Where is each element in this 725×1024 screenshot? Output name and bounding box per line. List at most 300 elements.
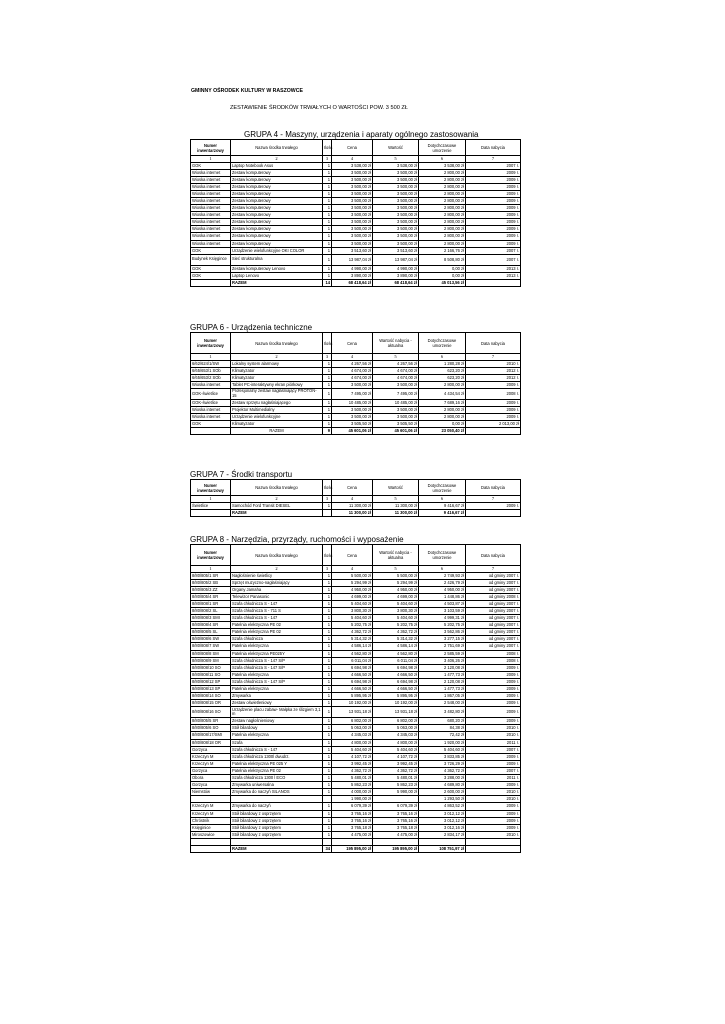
cell-asset-name: Zestaw komputerowy	[231, 212, 323, 219]
cell-asset-name: Patelnia elektryczna PE 02	[231, 622, 323, 629]
cell-quantity: 1	[323, 502, 332, 509]
cell-asset-name: Zestaw sprzętu nagłaśniającego	[231, 399, 323, 406]
total-acquisition-date	[466, 279, 521, 286]
table-row	[191, 636, 521, 643]
cell-acquisition-date: 2007 r.	[466, 254, 521, 265]
cell-value: 3 500,00 zł	[373, 219, 419, 226]
cell-quantity: 1	[323, 421, 332, 428]
cell-asset-name: Klimatyzator	[231, 374, 323, 381]
document-title: ZESTAWIENIE ŚRODKÓW TRWAŁYCH O WARTOŚCI POW. 3 500 ZŁ	[230, 105, 408, 111]
cell-asset-name: Laptop Notebook Asus	[231, 162, 323, 169]
column-header-value: Wartość nabycia - aktualna	[373, 333, 419, 354]
cell-value: 4 362,72 zł	[373, 767, 419, 774]
cell-depreciation: 2 600,00 zł	[419, 789, 466, 796]
cell-value	[373, 796, 419, 803]
column-header-depreciation: Dotychczasowe umorzenie	[419, 480, 466, 496]
total-row	[191, 509, 521, 516]
cell-inventory-number: Gorzyca	[191, 782, 231, 789]
total-quantity: 9	[323, 428, 332, 435]
cell-depreciation: 84,38 zł	[419, 725, 466, 732]
cell-value: 4 475,00 zł	[373, 831, 419, 838]
cell-value: 10 192,00 zł	[373, 700, 419, 707]
cell-price: 3 992,45 zł	[332, 760, 373, 767]
table-row	[191, 399, 521, 406]
cell-acquisition-date: 2013 r.	[466, 265, 521, 272]
cell-value: 3 800,30 zł	[373, 607, 419, 614]
total-inventory-number	[191, 428, 231, 435]
cell-acquisition-date: 2009 r.	[466, 233, 521, 240]
cell-inventory-number: 8/80/808/1 SR	[191, 600, 231, 607]
assets-table	[190, 139, 521, 287]
cell-acquisition-date: 2009 r.	[466, 782, 521, 789]
cell-quantity: 1	[323, 746, 332, 753]
cell-acquisition-date: 2010 r.	[466, 831, 521, 838]
cell-depreciation: 72,42 zł	[419, 732, 466, 739]
cell-quantity: 1	[323, 162, 332, 169]
cell-depreciation: 3 012,12 zł	[419, 817, 466, 824]
cell-value: 3 500,00 zł	[373, 183, 419, 190]
cell-value: 4 674,00 zł	[373, 367, 419, 374]
cell-depreciation: 3 288,00 zł	[419, 775, 466, 782]
column-header-acquisition-date: Data nabycia	[466, 545, 521, 566]
table-row	[191, 707, 521, 718]
total-inventory-number	[191, 509, 231, 516]
table-row	[191, 817, 521, 824]
cell-asset-name: Zestaw komputerowy	[231, 226, 323, 233]
cell-value: 4 562,80 zł	[373, 650, 419, 657]
cell-asset-name: Szafa chłodnicza S - 147	[231, 600, 323, 607]
cell-value: 7 495,00 zł	[373, 388, 419, 399]
table-row	[191, 247, 521, 254]
cell-value: 5 480,01 zł	[373, 775, 419, 782]
column-number: 7	[466, 566, 521, 573]
table-row	[191, 746, 521, 753]
table-row	[191, 760, 521, 767]
cell-asset-name: Szafa chłodnicza 1300 l ECO	[231, 775, 323, 782]
cell-inventory-number: 8/80/808/8 SM	[191, 650, 231, 657]
cell-depreciation: 2 800,00 zł	[419, 414, 466, 421]
total-price: 68 418,64 zł	[332, 279, 373, 286]
cell-value: 5 314,32 zł	[373, 636, 419, 643]
cell-value: 3 500,00 zł	[373, 205, 419, 212]
column-header-price: Cena	[332, 480, 373, 496]
cell-quantity: 1	[323, 664, 332, 671]
table-row	[191, 374, 521, 381]
cell-value: 4 674,00 zł	[373, 374, 419, 381]
assets-table	[190, 332, 521, 435]
cell-acquisition-date: 2009 r.	[466, 664, 521, 671]
cell-asset-name: Urządzenie wielofunkcyjne OKI COLOR	[231, 247, 323, 254]
cell-acquisition-date: od gminy 2008 r.	[466, 593, 521, 600]
cell-asset-name: Laptop Lenovo	[231, 272, 323, 279]
column-number: 6	[419, 156, 466, 163]
cell-price: 4 990,00 zł	[332, 265, 373, 272]
cell-asset-name: Sieć strukturalna	[231, 254, 323, 265]
column-header-asset-name: Nazwa środka trwałego	[231, 545, 323, 566]
table-row	[191, 233, 521, 240]
cell-inventory-number	[191, 796, 231, 803]
table-row	[191, 169, 521, 176]
column-number: 7	[466, 496, 521, 503]
cell-asset-name: Sprzęt muzyczno-nagłaśniający	[231, 579, 323, 586]
cell-quantity: 1	[323, 725, 332, 732]
cell-acquisition-date: 2007 r.	[466, 247, 521, 254]
cell-acquisition-date: 2012 r.	[466, 367, 521, 374]
cell-inventory-number: Wioska internet	[191, 197, 231, 204]
cell-value: 3 500,00 zł	[373, 233, 419, 240]
cell-asset-name: Stół bilardowy	[231, 725, 323, 732]
cell-inventory-number: Budynek Księgince	[191, 254, 231, 265]
cell-price: 4 699,00 zł	[332, 593, 373, 600]
table-row	[191, 700, 521, 707]
cell-price: 4 362,72 zł	[332, 767, 373, 774]
cell-depreciation: 1 920,00 zł	[419, 739, 466, 746]
table-row	[191, 671, 521, 678]
cell-acquisition-date: 2012 r.	[466, 374, 521, 381]
total-acquisition-date	[466, 845, 521, 852]
cell-price: 10 192,00 zł	[332, 700, 373, 707]
cell-depreciation: 2 834,17 zł	[419, 831, 466, 838]
cell-quantity: 1	[323, 622, 332, 629]
total-quantity	[323, 509, 332, 516]
cell-quantity: 1	[323, 360, 332, 367]
cell-inventory-number: Wioska internet	[191, 406, 231, 413]
cell-asset-name: Patelnia elektryczna PE025Y	[231, 650, 323, 657]
cell-price: 3 500,00 zł	[332, 233, 373, 240]
cell-inventory-number: 8/80/805/2 SB	[191, 579, 231, 586]
cell-depreciation: 0,00 zł	[419, 272, 466, 279]
table-row	[191, 693, 521, 700]
cell-depreciation: 0,00 zł	[419, 421, 466, 428]
column-header-asset-name: Nazwa środka trwałego	[231, 333, 323, 354]
column-number: 2	[231, 156, 323, 163]
cell-asset-name: Patelnia elektryczna	[231, 643, 323, 650]
cell-asset-name: Zmywarka	[231, 693, 323, 700]
column-header-acquisition-date: Data nabycia	[466, 480, 521, 496]
cell-asset-name: Patelnia elektryczna PE 02	[231, 767, 323, 774]
column-number: 2	[231, 354, 323, 361]
cell-acquisition-date: 2009 r.	[466, 803, 521, 810]
cell-value: 3 765,16 zł	[373, 810, 419, 817]
cell-price: 5 500,00 zł	[332, 572, 373, 579]
cell-quantity: 1	[323, 657, 332, 664]
cell-asset-name: Samochód Ford Transit DIESEL	[231, 502, 323, 509]
cell-depreciation: 2 800,00 zł	[419, 190, 466, 197]
cell-price: 3 500,00 zł	[332, 205, 373, 212]
cell-quantity: 1	[323, 817, 332, 824]
total-quantity: 14	[323, 279, 332, 286]
cell-price: 4 800,00 zł	[332, 739, 373, 746]
cell-asset-name: Nagłośnienie świetlicy	[231, 572, 323, 579]
cell-price: 3 500,00 zł	[332, 197, 373, 204]
column-number: 1	[191, 354, 231, 361]
cell-asset-name: Stół bilardowy z osprzętem	[231, 831, 323, 838]
cell-quantity: 1	[323, 767, 332, 774]
cell-quantity: 1	[323, 219, 332, 226]
total-value: 68 418,64 zł	[373, 279, 419, 286]
cell-acquisition-date: od gminy 2007 r.	[466, 607, 521, 614]
cell-quantity: 1	[323, 226, 332, 233]
column-number: 6	[419, 354, 466, 361]
cell-depreciation: 3 726,29 zł	[419, 760, 466, 767]
cell-depreciation: 3 012,16 zł	[419, 824, 466, 831]
cell-price: 3 500,00 zł	[332, 190, 373, 197]
cell-value: 6 694,98 zł	[373, 678, 419, 685]
table-row	[191, 622, 521, 629]
cell-price: 4 345,03 zł	[332, 732, 373, 739]
cell-acquisition-date: 2009 r.	[466, 693, 521, 700]
cell-price: 6 694,98 zł	[332, 664, 373, 671]
cell-depreciation: 4 863,52 zł	[419, 803, 466, 810]
table-row	[191, 183, 521, 190]
cell-price: 5 480,01 zł	[332, 775, 373, 782]
cell-quantity: 1	[323, 831, 332, 838]
cell-depreciation: 4 689,80 zł	[419, 782, 466, 789]
cell-asset-name: Patelnia elektryczna	[231, 686, 323, 693]
cell-depreciation: 2 800,00 zł	[419, 183, 466, 190]
cell-value: 3 500,00 zł	[373, 240, 419, 247]
column-number: 1	[191, 156, 231, 163]
header-row	[191, 545, 521, 566]
cell-value: 3 538,00 zł	[373, 162, 419, 169]
cell-depreciation: 4 999,31 zł	[419, 615, 466, 622]
total-price: 45 601,06 zł	[332, 428, 373, 435]
cell-depreciation: 1 280,28 zł	[419, 360, 466, 367]
column-header-inventory-number: Numer inwentarzowy	[191, 480, 231, 496]
cell-acquisition-date: 2009 r.	[466, 753, 521, 760]
cell-inventory-number: Wioska internet	[191, 240, 231, 247]
table-row	[191, 254, 521, 265]
column-number: 3	[323, 354, 332, 361]
total-depreciation: 23 050,40 zł	[419, 428, 466, 435]
cell-asset-name: Szafa chłodnicza	[231, 636, 323, 643]
cell-depreciation: 2 120,08 zł	[419, 678, 466, 685]
total-label: RAZEM	[231, 428, 323, 435]
cell-price	[332, 838, 373, 845]
cell-price: 4 674,00 zł	[332, 367, 373, 374]
cell-depreciation: 2 800,00 zł	[419, 197, 466, 204]
cell-depreciation: 4 362,72 zł	[419, 767, 466, 774]
cell-value: 5 404,60 zł	[373, 615, 419, 622]
cell-acquisition-date: 2011 r.	[466, 739, 521, 746]
cell-quantity: 1	[323, 190, 332, 197]
cell-inventory-number: Wioska internet	[191, 169, 231, 176]
column-header-asset-name: Nazwa środka trwałego	[231, 140, 323, 156]
cell-acquisition-date: 2009 r.	[466, 824, 521, 831]
cell-value: 3 500,00 zł	[373, 226, 419, 233]
cell-price: 3 500,00 zł	[332, 219, 373, 226]
cell-quantity: 1	[323, 212, 332, 219]
cell-depreciation: 1 477,73 zł	[419, 686, 466, 693]
cell-acquisition-date: 2009 r.	[466, 700, 521, 707]
cell-quantity: 1	[323, 399, 332, 406]
table-row	[191, 421, 521, 428]
total-row	[191, 279, 521, 286]
cell-inventory-number: Wioska internet	[191, 219, 231, 226]
cell-price: 5 895,95 zł	[332, 693, 373, 700]
cell-asset-name: Zmywarka do naczyń SILANOS	[231, 789, 323, 796]
cell-inventory-number: 8/80/808/5 SL	[191, 629, 231, 636]
cell-acquisition-date: od gminy 2007 r.	[466, 600, 521, 607]
cell-acquisition-date: 2009 r.	[466, 678, 521, 685]
cell-quantity: 1	[323, 233, 332, 240]
cell-acquisition-date: 2009 r.	[466, 240, 521, 247]
cell-inventory-number: 8/80/808/2 SL	[191, 607, 231, 614]
cell-inventory-number: Świetlice	[191, 502, 231, 509]
column-header-quantity: Ilość	[323, 480, 332, 496]
column-number: 4	[332, 156, 373, 163]
total-price: 11 300,00 zł	[332, 509, 373, 516]
table-row	[191, 796, 521, 803]
cell-acquisition-date: 2007 r.	[466, 162, 521, 169]
table-row	[191, 367, 521, 374]
column-number: 3	[323, 496, 332, 503]
cell-asset-name	[231, 838, 323, 845]
cell-asset-name: Zestaw komputerowy	[231, 219, 323, 226]
cell-asset-name: Szafa	[231, 739, 323, 746]
cell-value: 4 345,03 zł	[373, 732, 419, 739]
column-header-quantity: Ilość	[323, 333, 332, 354]
cell-depreciation: 2 749,93 zł	[419, 572, 466, 579]
table-row	[191, 824, 521, 831]
total-label: RAZEM	[231, 845, 323, 852]
cell-price: 5 862,23 zł	[332, 782, 373, 789]
cell-value: 5 990,00 zł	[373, 789, 419, 796]
column-number: 5	[373, 496, 419, 503]
column-number: 5	[373, 354, 419, 361]
cell-acquisition-date: 2010 r.	[466, 796, 521, 803]
cell-price: 5 063,00 zł	[332, 725, 373, 732]
cell-inventory-number: GOK	[191, 162, 231, 169]
cell-acquisition-date: 2009 r.	[466, 190, 521, 197]
cell-acquisition-date: 2009 r.	[466, 810, 521, 817]
cell-asset-name: Zestaw komputerowy	[231, 205, 323, 212]
table-row	[191, 838, 521, 845]
cell-quantity: 1	[323, 240, 332, 247]
cell-quantity: 1	[323, 636, 332, 643]
cell-inventory-number: 6/65/653/1 SOb	[191, 367, 231, 374]
cell-asset-name: Organy Jamaha	[231, 586, 323, 593]
cell-inventory-number: GOK	[191, 272, 231, 279]
group-title: GRUPA 8 - Narzędzia, przyrządy, ruchomości i wyposażenie	[190, 535, 404, 544]
cell-quantity: 1	[323, 693, 332, 700]
cell-value	[373, 838, 419, 845]
column-number: 6	[419, 496, 466, 503]
cell-acquisition-date	[466, 838, 521, 845]
cell-value: 3 765,18 zł	[373, 824, 419, 831]
cell-asset-name: Zestaw komputerowy	[231, 233, 323, 240]
cell-quantity: 1	[323, 700, 332, 707]
cell-inventory-number: Chróstnik	[191, 817, 231, 824]
cell-price: 13 931,18 zł	[332, 707, 373, 718]
table-row	[191, 629, 521, 636]
total-label: RAZEM	[231, 509, 323, 516]
cell-inventory-number: 8/80/805/3 ZZ	[191, 586, 231, 593]
cell-asset-name: Profesjonalny zestaw nagłaśniający PROTON-15	[231, 388, 323, 399]
cell-inventory-number: Wioska internet	[191, 381, 231, 388]
cell-value: 4 666,50 zł	[373, 671, 419, 678]
column-header-inventory-number: Numer inwentarzowy	[191, 140, 231, 156]
cell-value: 5 404,60 zł	[373, 746, 419, 753]
total-depreciation: 9 416,67 zł	[419, 509, 466, 516]
column-header-quantity: Ilość	[323, 140, 332, 156]
table-row	[191, 240, 521, 247]
cell-inventory-number: 8/80/808/14 SO	[191, 693, 231, 700]
cell-value: 6 802,00 zł	[373, 718, 419, 725]
cell-quantity: 1	[323, 671, 332, 678]
group-8-section	[190, 535, 520, 853]
cell-acquisition-date: 2008 r.	[466, 388, 521, 399]
cell-price: 4 562,80 zł	[332, 650, 373, 657]
total-value: 195 895,00 zł	[373, 845, 419, 852]
cell-quantity: 1	[323, 374, 332, 381]
cell-value: 3 890,00 zł	[373, 272, 419, 279]
cell-acquisition-date: 2007 r.	[466, 746, 521, 753]
cell-quantity: 1	[323, 732, 332, 739]
cell-value: 3 505,50 zł	[373, 421, 419, 428]
cell-inventory-number: Wioska internet	[191, 226, 231, 233]
cell-depreciation: 2 800,00 zł	[419, 219, 466, 226]
cell-asset-name: Szafa chłodnicza S - 147	[231, 746, 323, 753]
column-number: 3	[323, 156, 332, 163]
column-header-depreciation: Dotychczasowe umorzenie	[419, 140, 466, 156]
total-row	[191, 845, 521, 852]
total-inventory-number	[191, 845, 231, 852]
cell-asset-name: Zestaw komputerowy Lenovo	[231, 265, 323, 272]
cell-quantity: 1	[323, 760, 332, 767]
cell-asset-name: Klimatyzator	[231, 421, 323, 428]
cell-acquisition-date: 2009 r.	[466, 205, 521, 212]
column-header-value: Wartość	[373, 140, 419, 156]
column-header-inventory-number: Numer inwentarzowy	[191, 333, 231, 354]
cell-price: 5 294,99 zł	[332, 579, 373, 586]
cell-value: 5 862,23 zł	[373, 782, 419, 789]
cell-price: 3 513,60 zł	[332, 247, 373, 254]
cell-depreciation: 3 406,26 zł	[419, 657, 466, 664]
cell-value: 5 500,00 zł	[373, 572, 419, 579]
cell-quantity: 1	[323, 197, 332, 204]
column-number: 7	[466, 156, 521, 163]
cell-depreciation: 2 585,59 zł	[419, 650, 466, 657]
column-header-value: Wartość nabycia - aktualna	[373, 545, 419, 566]
group-4-section	[190, 130, 520, 287]
cell-acquisition-date: 2009 r.	[466, 381, 521, 388]
assets-table	[190, 479, 521, 517]
cell-value: 5 404,60 zł	[373, 600, 419, 607]
cell-inventory-number: 6/65/653/2 SOb	[191, 374, 231, 381]
cell-value: 13 931,18 zł	[373, 707, 419, 718]
cell-inventory-number: GOK	[191, 421, 231, 428]
column-header-quantity: Ilość	[323, 545, 332, 566]
cell-value: 3 992,45 zł	[373, 760, 419, 767]
cell-depreciation: 623,20 zł	[419, 374, 466, 381]
cell-asset-name: Zestaw komputerowy	[231, 240, 323, 247]
table-row	[191, 190, 521, 197]
cell-quantity: 1	[323, 579, 332, 586]
cell-acquisition-date: 2010 r.	[466, 360, 521, 367]
cell-acquisition-date: 2008 r.	[466, 650, 521, 657]
cell-price: 4 666,50 zł	[332, 671, 373, 678]
cell-quantity: 1	[323, 650, 332, 657]
group-title: GRUPA 4 - Maszyny, urządzenia i aparaty ogólnego zastosowania	[244, 130, 479, 139]
table-row	[191, 767, 521, 774]
table-row	[191, 600, 521, 607]
cell-value: 4 267,56 zł	[373, 360, 419, 367]
cell-depreciation: 2 800,00 zł	[419, 233, 466, 240]
column-header-price: Cena	[332, 333, 373, 354]
organization-name: GMINNY OŚRODEK KULTURY W RASZOWCE	[191, 88, 303, 94]
cell-price: 4 666,50 zł	[332, 686, 373, 693]
